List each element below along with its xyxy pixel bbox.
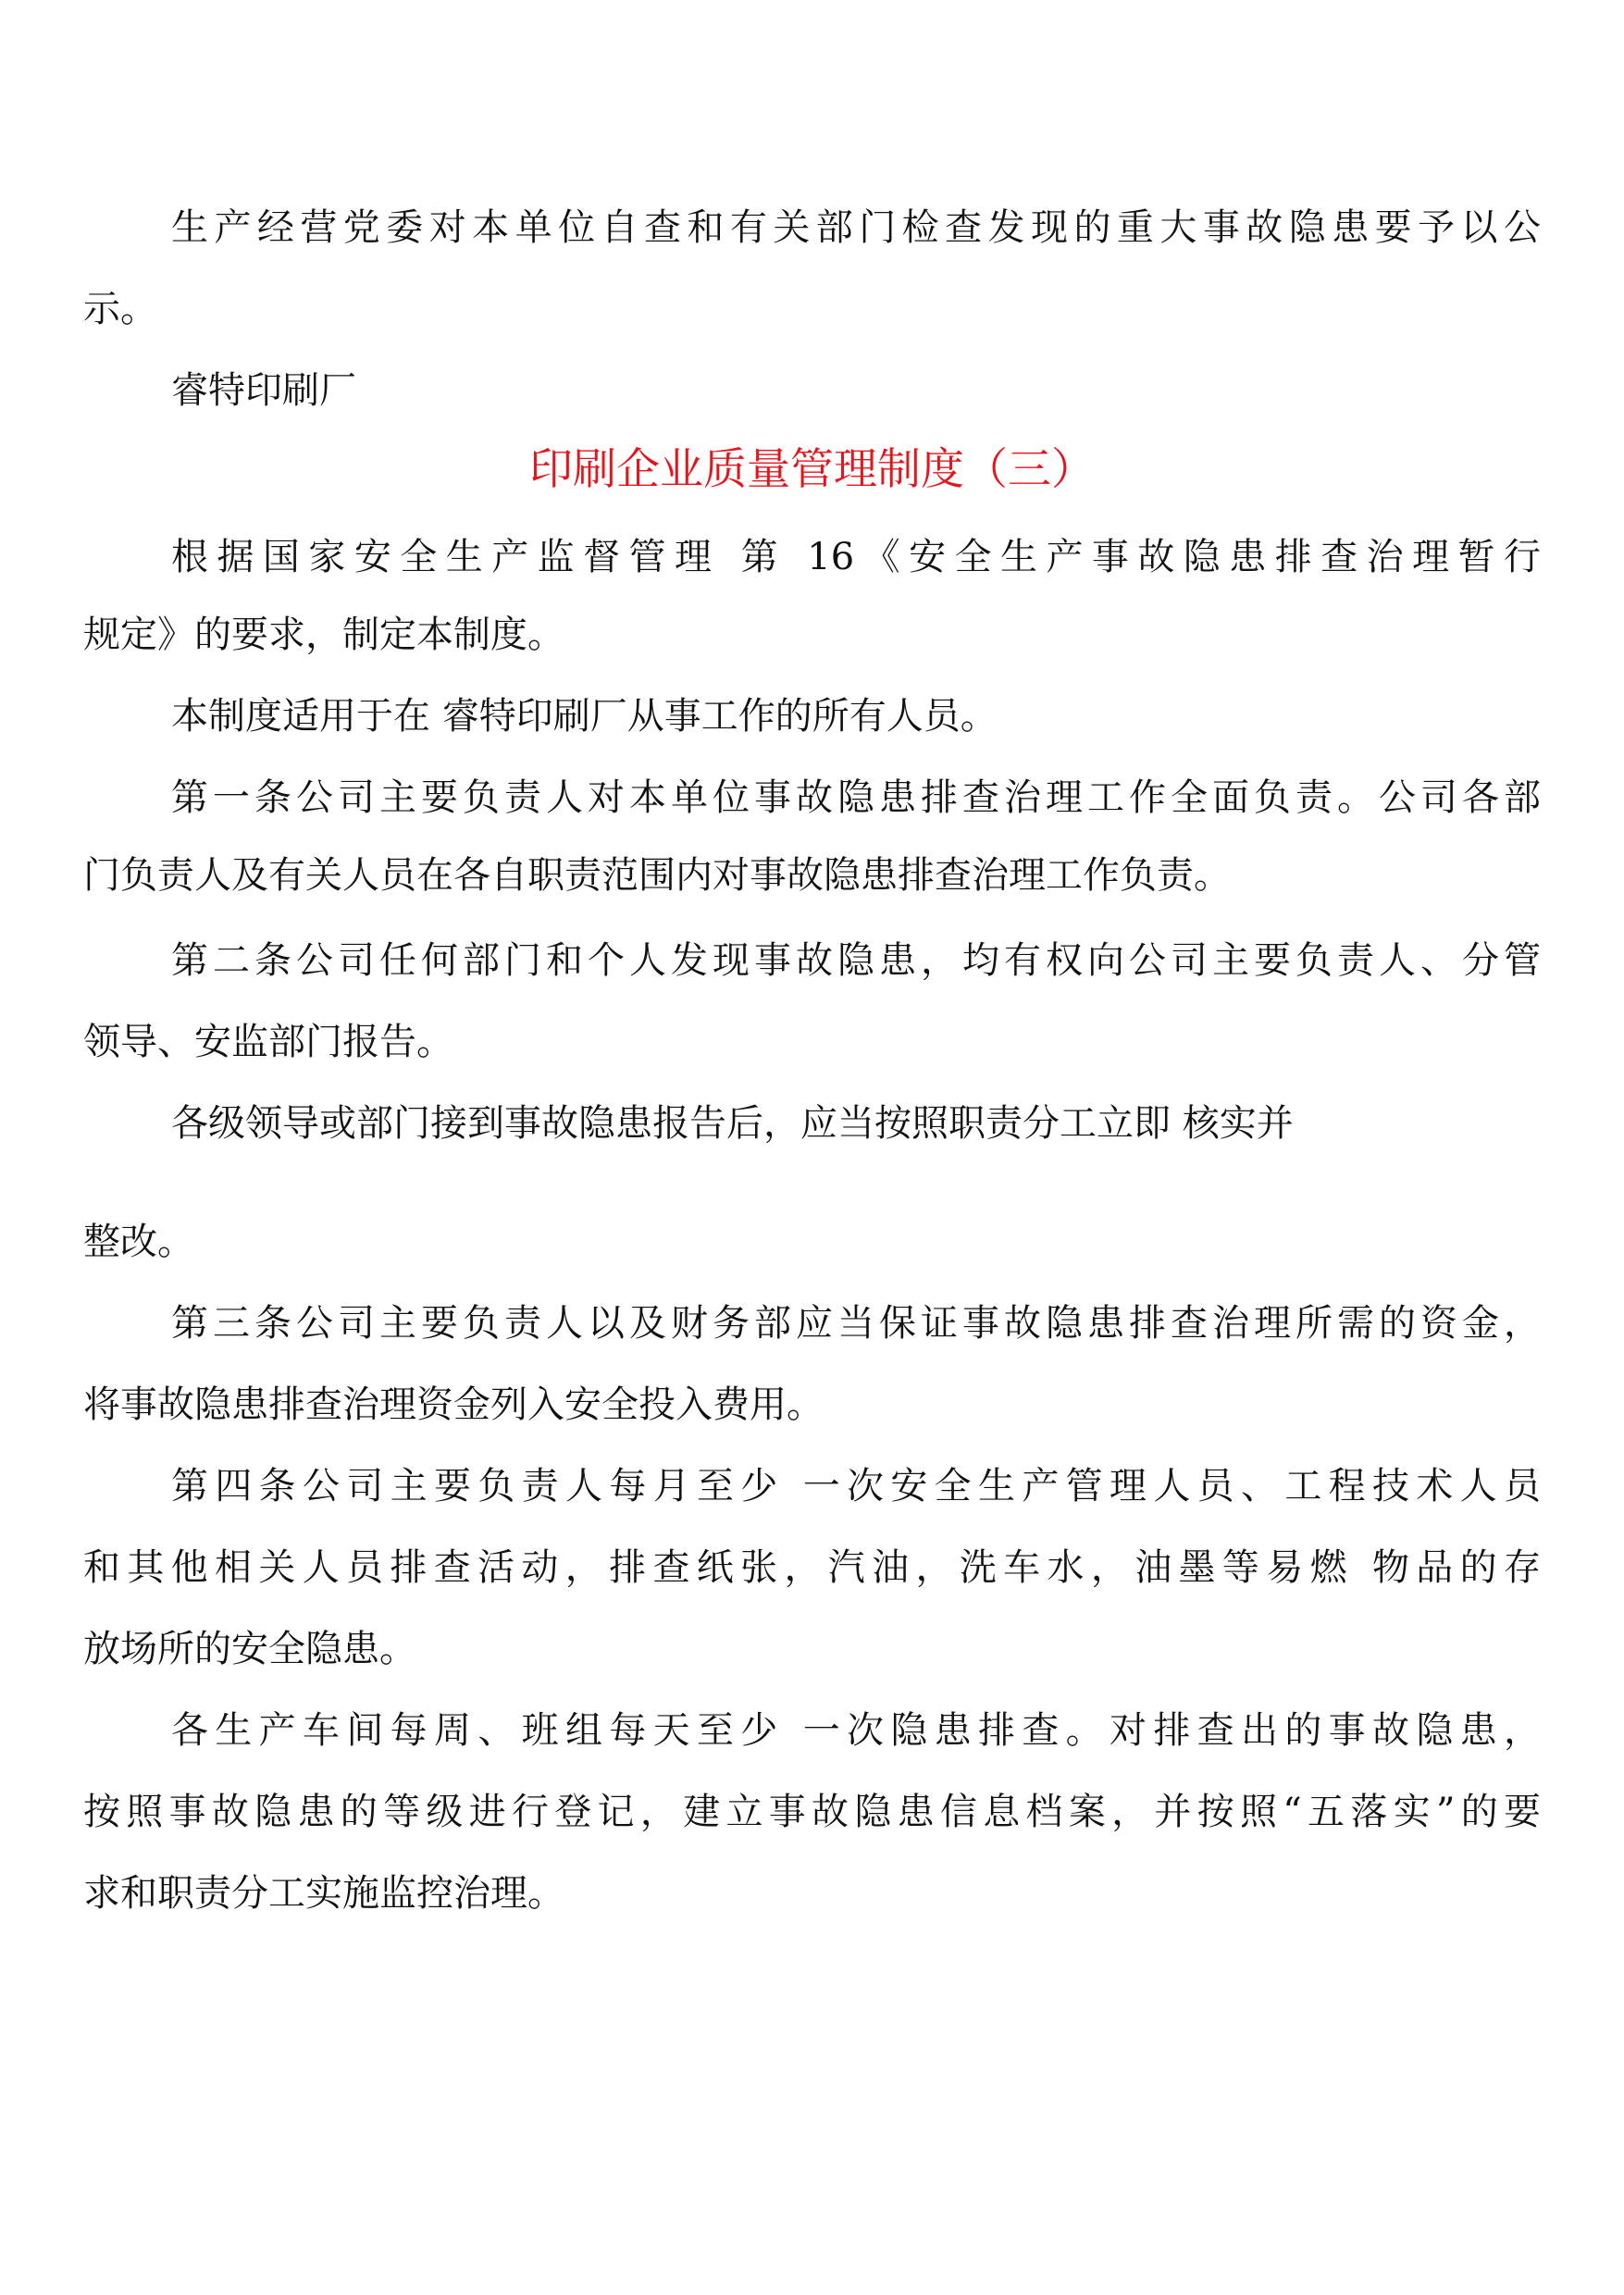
paragraph-line: 门负责人及有关人员在各自职责范围内对事故隐患排查治理工作负责。 [83, 854, 1231, 897]
paragraph-line: 第二条公司任何部门和个人发现事故隐患，均有权向公司主要负责人、分管 [171, 939, 1541, 982]
paragraph-line: 示。 [83, 288, 157, 330]
paragraph-line: 按照事故隐患的等级进行登记，建立事故隐患信息档案，并按照“五落实”的要 [83, 1791, 1541, 1833]
paragraph-line: 根据国家安全生产监督管理 第 16《安全生产事故隐患排查治理暂行 [171, 536, 1541, 578]
section-title: 印刷企业质量管理制度（三） [529, 444, 1095, 495]
paragraph-line: 生产经营党委对本单位自查和有关部门检查发现的重大事故隐患要予以公 [171, 206, 1541, 249]
signature-org: 睿特印刷厂 [171, 369, 356, 412]
paragraph-line: 将事故隐患排查治理资金列入安全投入费用。 [83, 1383, 824, 1426]
paragraph-line: 领导、安监部门报告。 [83, 1021, 453, 1063]
paragraph-line: 规定》的要求，制定本制度。 [83, 614, 564, 656]
paragraph-line: 求和职责分工实施监控治理。 [83, 1872, 564, 1915]
paragraph-line: 各生产车间每周、班组每天至少 一次隐患排查。对排查出的事故隐患， [171, 1709, 1541, 1752]
paragraph-line: 第四条公司主要负责人每月至少 一次安全生产管理人员、工程技术人员 [171, 1465, 1541, 1507]
paragraph-line: 整改。 [83, 1221, 194, 1263]
paragraph-line: 第一条公司主要负责人对本单位事故隐患排查治理工作全面负责。公司各部 [171, 776, 1541, 819]
paragraph-line: 各级领导或部门接到事故隐患报告后，应当按照职责分工立即 核实并 [171, 1102, 1294, 1145]
paragraph-line: 本制度适用于在 睿特印刷厂从事工作的所有人员。 [171, 695, 998, 738]
paragraph-line: 放场所的安全隐患。 [83, 1628, 416, 1670]
paragraph-line: 第三条公司主要负责人以及财务部应当保证事故隐患排查治理所需的资金， [171, 1302, 1541, 1345]
paragraph-line: 和其他相关人员排查活动，排查纸张，汽油，洗车水，油墨等易燃 物品的存 [83, 1546, 1541, 1589]
